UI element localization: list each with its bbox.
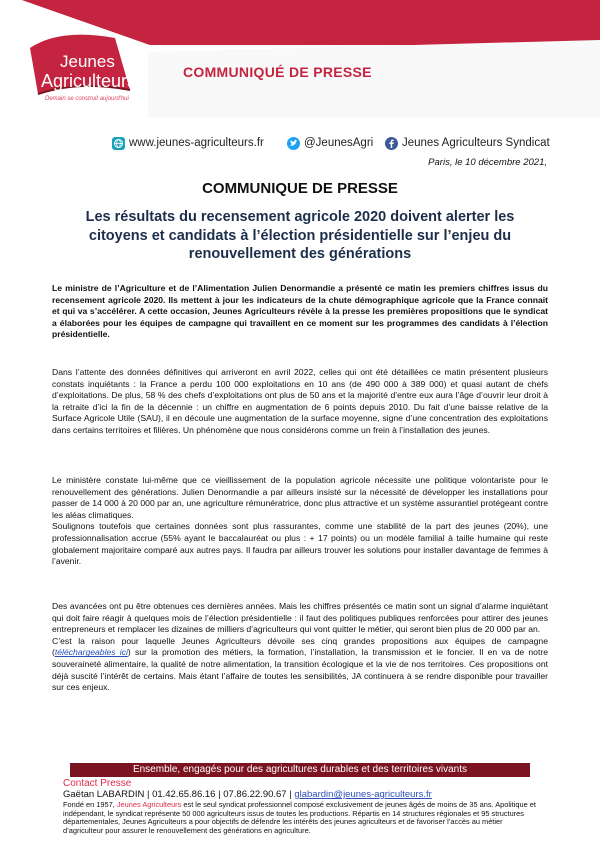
twitter-icon [287, 137, 300, 150]
paragraph-3 [52, 601, 548, 694]
paragraph-2 [52, 475, 548, 568]
paragraph-3b-start: C’est la raison pour laquelle Jeunes Agriculteurs dévoile ses cinq grandes propositions aux équipes de campagne ( [52, 635, 548, 658]
website-text: www.jeunes-agriculteurs.fr [129, 137, 264, 149]
slogan-banner: Ensemble, engagés pour des agricultures durables et des territoires vivants [70, 763, 530, 777]
intro-paragraph [52, 283, 548, 341]
contact-line [63, 789, 432, 800]
facebook-icon [385, 137, 398, 150]
header-banner [0, 0, 600, 118]
date-line: Paris, le 10 décembre 2021, [428, 157, 547, 168]
footer-rest: est le seul syndicat professionnel composé exclusivement de jeunes âgés de moins de 35 ans. Apolitique et indépendant, le syndicat représente 50 000 agriculteurs issus de toutes les productions. Répartis en 14 structures régionales et 95 structures départementales, Jeunes Agriculteurs a pour objectifs de défendre les intérêts des jeunes agriculteurs et de favoriser l’accès au métier d’agriculteur pour assurer le renouvellement des générations en agriculture. [63, 800, 536, 836]
contact-email-link[interactable]: glabardin@jeunes-agriculteurs.fr [294, 789, 432, 800]
paragraph-3b [52, 636, 548, 694]
download-link[interactable]: téléchargeables ici [54, 647, 128, 658]
paragraph-3a-text: Des avancées ont pu être obtenues ces dernières années. Mais les chiffres présentés ce matin sont un signal d’alarme inquiétant qui doit faire réagir à quelques mois de l’élection présidentielle : il faut des politiques publiques renforcées pour attirer des jeunes entrepreneurs et remplacer les dizaines de milliers d’agriculteurs qui vont quitter le métier, qui seront bien plus de 20 000 par an. [52, 601, 548, 635]
logo-line2: Agriculteurs [41, 71, 137, 91]
paragraph-1 [52, 367, 548, 437]
headline: Les résultats du recensement agricole 2020 doivent alerter les citoyens et candidats à l’élection présidentielle sur l’enjeu du renouvellement des générations [85, 209, 515, 262]
paragraph-3b-end: ) sur la promotion des métiers, la formation, l’installation, la transmission et le foncier. Il en va de notre souveraineté alimentaire, la qualité de notre alimentation, la transition écologique et la vie de nos territoires. Ces propositions ont déjà suscité l’intérêt de certains. Mais étant l’affaire de toutes les sensibilités, JA continuera à se rendre disponible pour travailler sur ces enjeux. [52, 647, 548, 693]
contact-title: Contact Presse [63, 778, 132, 789]
facebook-text: Jeunes Agriculteurs Syndicat [402, 137, 550, 149]
contact-details: Gaëtan LABARDIN | 01.42.65.86.16 | 07.86.22.90.67 | [63, 789, 295, 800]
twitter-link[interactable] [287, 135, 373, 151]
document-title: COMMUNIQUE DE PRESSE [202, 180, 398, 197]
footer-brand: Jeunes Agriculteurs [116, 800, 182, 809]
logo-tagline: Demain se construit aujourd'hui [45, 96, 129, 102]
twitter-text: @JeunesAgri [304, 137, 374, 149]
website-link[interactable] [112, 135, 264, 151]
globe-icon [112, 137, 125, 150]
facebook-link[interactable] [385, 135, 550, 151]
paragraph-1-text: Dans l’attente des données définitives qui arriveront en avril 2022, celles qui ont été détaillées ce matin présentent plusieurs constats inquiétants : la France a perdu 100 000 exploitations en 10 ans (de 490 000 à 389 000) et quasi autant de chefs d’exploitations. De plus, 58 % des chefs d’exploitations ont plus de 50 ans et la majorité d’entre eux aura l’âge d’ouvrir leur droit à la retraite d’ici la fin de la décennie : un chiffre en augmentation de 6 points depuis 2010. Du fait d’une baisse relative de la Surface Agricole Utile (SAU), il en découle une augmentation de la surface moyenne, signe d’une concentration des exploitations dans certains territoires et filières. Un phénomène que nous considérons comme un frein à l’installation des jeunes. [52, 367, 548, 435]
intro-text: Le ministre de l’Agriculture et de l’Alimentation Julien Denormandie a présenté ce matin les premiers chiffres issus du recensement agricole 2020. Ils mettent à jour les indicateurs de la chute démographique agricole que la France connait et qui va s’accélérer. A cette occasion, Jeunes Agriculteurs révèle à la presse les premières propositions que le syndicat a élaborées pour les équipes de campagne qui travaillent en ce moment sur les programmes des candidats à l’élection présidentielle. [52, 283, 548, 340]
paragraph-2b-text: Soulignons toutefois que certaines données sont plus rassurantes, comme une stabilité de la part des jeunes (20%), une professionnalisation accrue (55% ayant le baccalauréat ou plus : + 17 points) ou un modèle familial à taille humaine qui reste globalement majoritaire comparé aux autres pays. Il faudra par ailleurs trouver les solutions pour installer davantage de femmes à l’avenir. [52, 521, 548, 567]
paragraph-2a-text: Le ministère constate lui-même que ce vieillissement de la population agricole nécessite une politique volontariste pour le renouvellement des générations. Julien Denormandie a par ailleurs insisté sur la nécessité de développer les installations pour passer de 14 000 à 20 000 par an, une agriculture rémunératrice, donc plus attractive et un système assurantiel protégeant contre les aléas climatiques. [52, 475, 548, 520]
footer-start: Fondé en 1957, [63, 800, 117, 809]
footer-about [63, 801, 543, 836]
header-press-title: COMMUNIQUÉ DE PRESSE [183, 64, 372, 80]
logo-line1: Jeunes [60, 52, 115, 71]
